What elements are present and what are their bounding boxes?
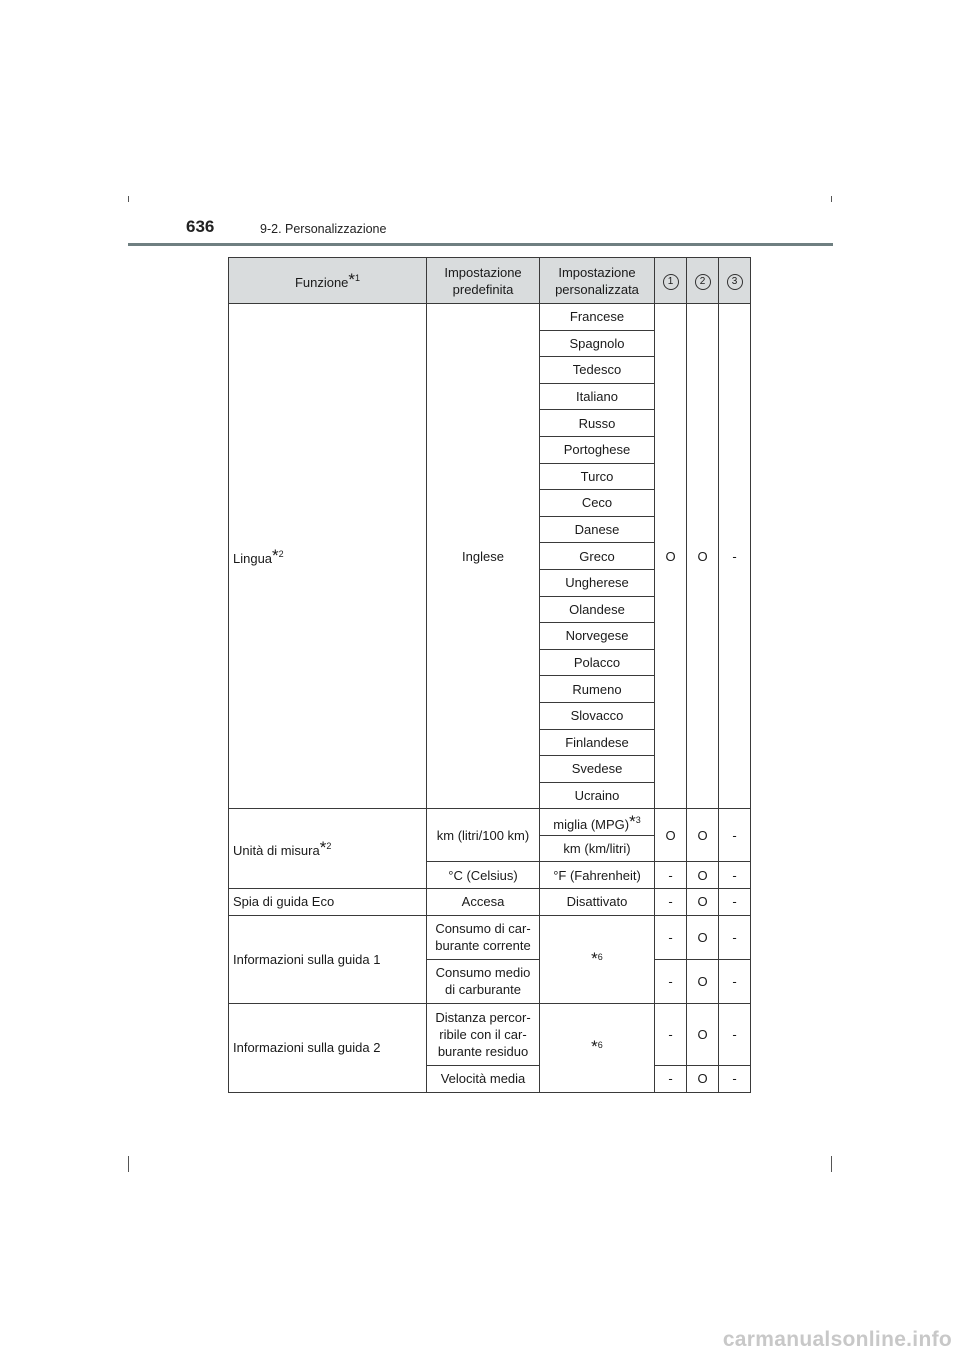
lingua-option: Olandese — [540, 596, 655, 623]
unita-option: miglia (MPG)*$^3$ — [540, 809, 655, 836]
lingua-option: Ucraino — [540, 782, 655, 809]
unita-label: Unità di misura*$^2$ — [229, 809, 427, 889]
lingua-option: Tedesco — [540, 357, 655, 384]
lingua-option: Ungherese — [540, 569, 655, 596]
settings-table — [228, 257, 751, 1093]
lingua-option: Danese — [540, 516, 655, 543]
table-row — [229, 889, 751, 916]
info1-col3: - — [719, 959, 751, 1003]
info2-col1: - — [655, 1003, 687, 1065]
lingua-option: Italiano — [540, 383, 655, 410]
temp-col1: - — [655, 862, 687, 889]
lingua-col2: O — [687, 304, 719, 809]
info1-col3: - — [719, 915, 751, 959]
header-default: Impostazione predefinita — [427, 258, 540, 304]
eco-col3: - — [719, 889, 751, 916]
lingua-option: Spagnolo — [540, 330, 655, 357]
info1-col1: - — [655, 915, 687, 959]
lingua-option: Svedese — [540, 756, 655, 783]
lingua-option: Norvegese — [540, 623, 655, 650]
header-rule — [128, 243, 833, 246]
info2-default-1: Distanza percor-ribile con il car-burante residuo — [427, 1003, 540, 1065]
crop-mark — [128, 1156, 129, 1172]
lingua-option: Francese — [540, 304, 655, 331]
header-custom: Impostazione personalizzata — [540, 258, 655, 304]
info1-label: Informazioni sulla guida 1 — [229, 915, 427, 1003]
lingua-option: Rumeno — [540, 676, 655, 703]
lingua-default: Inglese — [427, 304, 540, 809]
circled-number-3: 3 — [727, 274, 743, 290]
header-col2 — [687, 258, 719, 304]
lingua-option: Portoghese — [540, 436, 655, 463]
crop-mark — [831, 1156, 832, 1172]
eco-option: Disattivato — [540, 889, 655, 916]
circled-number-2: 2 — [695, 274, 711, 290]
crop-mark — [128, 196, 129, 202]
eco-col1: - — [655, 889, 687, 916]
table-row — [229, 304, 751, 331]
temp-option: °F (Fahrenheit) — [540, 862, 655, 889]
section-title: 9-2. Personalizzazione — [260, 222, 387, 236]
table-row — [229, 809, 751, 836]
temp-col3: - — [719, 862, 751, 889]
header-col3 — [719, 258, 751, 304]
crop-mark — [831, 196, 832, 202]
eco-label: Spia di guida Eco — [229, 889, 427, 916]
lingua-option: Russo — [540, 410, 655, 437]
info2-default-2: Velocità media — [427, 1065, 540, 1092]
unita-col1: O — [655, 809, 687, 862]
lingua-option: Finlandese — [540, 729, 655, 756]
info1-default-2: Consumo medio di carburante — [427, 959, 540, 1003]
info1-col2: O — [687, 959, 719, 1003]
info2-col3: - — [719, 1065, 751, 1092]
info2-col3: - — [719, 1003, 751, 1065]
lingua-option: Slovacco — [540, 702, 655, 729]
eco-default: Accesa — [427, 889, 540, 916]
lingua-option: Turco — [540, 463, 655, 490]
lingua-option: Ceco — [540, 490, 655, 517]
info1-col2: O — [687, 915, 719, 959]
info1-option: *$^6$ — [540, 915, 655, 1003]
unita-default: km (litri/100 km) — [427, 809, 540, 862]
watermark: carmanualsonline.info — [722, 1328, 952, 1351]
page-number: 636 — [186, 217, 215, 236]
lingua-col1: O — [655, 304, 687, 809]
unita-option: km (km/litri) — [540, 835, 655, 862]
unita-col3: - — [719, 809, 751, 862]
info1-col1: - — [655, 959, 687, 1003]
header-funzione: Funzione*$^1$ — [229, 258, 427, 304]
table-row — [229, 1003, 751, 1065]
header-col1 — [655, 258, 687, 304]
info2-option: *$^6$ — [540, 1003, 655, 1092]
lingua-option: Greco — [540, 543, 655, 570]
info2-col1: - — [655, 1065, 687, 1092]
table-header-row — [229, 258, 751, 304]
circled-number-1: 1 — [663, 274, 679, 290]
eco-col2: O — [687, 889, 719, 916]
info2-col2: O — [687, 1003, 719, 1065]
lingua-col3: - — [719, 304, 751, 809]
info1-default-1: Consumo di car-burante corrente — [427, 915, 540, 959]
info2-col2: O — [687, 1065, 719, 1092]
table-row — [229, 915, 751, 959]
lingua-label: Lingua*$^2$ — [229, 304, 427, 809]
temp-col2: O — [687, 862, 719, 889]
unita-col2: O — [687, 809, 719, 862]
info2-label: Informazioni sulla guida 2 — [229, 1003, 427, 1092]
temp-default: °C (Celsius) — [427, 862, 540, 889]
lingua-option: Polacco — [540, 649, 655, 676]
